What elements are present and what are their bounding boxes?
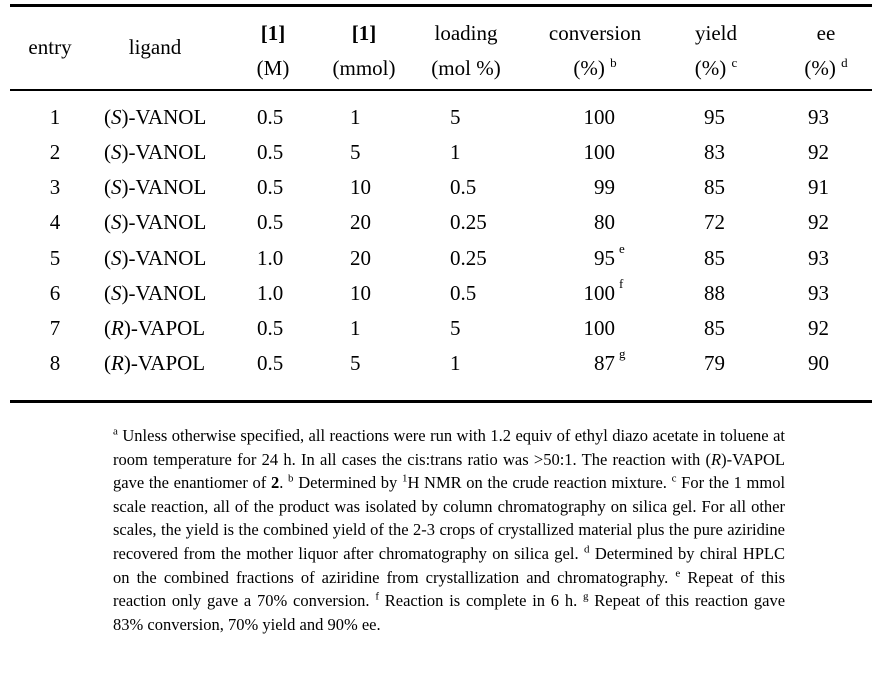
cell-yield: 79	[704, 351, 725, 375]
cell-concentration: 1.0	[257, 246, 284, 270]
header-entry: entry	[28, 35, 72, 59]
cell-conversion: 95 e	[594, 241, 625, 270]
footnote-e: $^e$ Repeat of this reaction only gave a 70% conversion.	[113, 567, 786, 611]
table-row	[0, 346, 881, 386]
cell-concentration: 0.5	[257, 351, 284, 375]
cell-entry: 7	[49, 316, 61, 340]
table-row	[0, 276, 881, 316]
cell-ee: 91	[808, 175, 829, 199]
cell-ligand: (S)-VANOL	[104, 140, 207, 164]
header-yield: yield (%) $^c$	[694, 21, 738, 80]
cell-mmol: 20	[350, 246, 371, 270]
cell-entry: 1	[49, 105, 61, 129]
cell-entry: 2	[49, 140, 61, 164]
cell-ee: 92	[808, 210, 829, 234]
table-row	[0, 210, 881, 245]
cell-mmol: 10	[350, 175, 371, 199]
header-concentration: [1] (M)	[256, 21, 290, 80]
cell-concentration: 0.5	[257, 175, 284, 199]
header-ligand: ligand	[128, 35, 182, 59]
cell-conversion: 99	[594, 175, 615, 199]
cell-entry: 5	[49, 246, 61, 270]
table-row	[0, 105, 881, 140]
cell-ligand: (S)-VANOL	[104, 175, 207, 199]
header-conversion: conversion (%) $^b$	[548, 21, 642, 80]
footnote-c: $^c$ For the 1 mmol scale reaction, all of the product was isolated by column chromatography on silica gel. For all other scales, the yield is the combined yield of the 2-3 crops of crystallized material plus the pure aziridine recovered from the mother liquor after chromatography on silica gel.	[113, 472, 786, 563]
cell-loading: 1	[450, 140, 461, 164]
footnote-g: $^g$ Repeat of this reaction gave 83% conversion, 70% yield and 90% ee.	[113, 590, 786, 634]
cell-mmol: 5	[350, 140, 361, 164]
cell-yield: 85	[704, 316, 725, 340]
cell-concentration: 1.0	[257, 281, 284, 305]
cell-ligand: (R)-VAPOL	[104, 316, 206, 340]
cell-mmol: 20	[350, 210, 371, 234]
cell-conversion: 80	[594, 210, 615, 234]
cell-ligand: (S)-VANOL	[104, 210, 207, 234]
cell-yield: 88	[704, 281, 725, 305]
cell-entry: 8	[49, 351, 61, 375]
table-top-rule	[10, 4, 872, 7]
cell-ee: 93	[808, 246, 829, 270]
cell-loading: 5	[450, 316, 461, 340]
cell-ee: 92	[808, 316, 829, 340]
cell-entry: 6	[49, 281, 61, 305]
cell-concentration: 0.5	[257, 210, 284, 234]
cell-mmol: 5	[350, 351, 361, 375]
cell-entry: 3	[49, 175, 61, 199]
cell-ee: 90	[808, 351, 829, 375]
table-row	[0, 140, 881, 175]
cell-loading: 0.25	[450, 210, 487, 234]
cell-yield: 85	[704, 175, 725, 199]
cell-yield: 83	[704, 140, 725, 164]
cell-conversion: 100	[583, 105, 615, 129]
table-row	[0, 241, 881, 281]
footnote-a: $^a$ Unless otherwise specified, all reactions were run with 1.2 equiv of ethyl diazo acetate in toluene at room temperature for 24 h. In all cases the cis:trans ratio was >50:1. The reaction with (R)-VAPOL gave the enantiomer of 2.	[113, 425, 785, 493]
table-footnotes	[113, 424, 785, 636]
cell-ligand: (S)-VANOL	[104, 246, 207, 270]
cell-loading: 0.5	[450, 281, 477, 305]
cell-ee: 92	[808, 140, 829, 164]
cell-concentration: 0.5	[257, 105, 284, 129]
cell-ee: 93	[808, 281, 829, 305]
cell-mmol: 10	[350, 281, 371, 305]
table-header-rule	[10, 89, 872, 91]
cell-entry: 4	[49, 210, 61, 234]
table-bottom-rule	[10, 400, 872, 403]
cell-concentration: 0.5	[257, 140, 284, 164]
header-mmol: [1] (mmol)	[332, 21, 396, 80]
footnote-f: $^f$ Reaction is complete in 6 h.	[375, 590, 578, 611]
table-row	[0, 316, 881, 351]
cell-conversion: 100 f	[583, 276, 624, 305]
cell-mmol: 1	[350, 105, 361, 129]
cell-loading: 1	[450, 351, 461, 375]
cell-ligand: (R)-VAPOL	[104, 351, 206, 375]
footnote-d: $^d$ Determined by chiral HPLC on the combined fractions of aziridine from crystallization and chromatography.	[113, 543, 786, 587]
cell-ligand: (S)-VANOL	[104, 281, 207, 305]
cell-mmol: 1	[350, 316, 361, 340]
cell-conversion: 100	[583, 140, 615, 164]
cell-concentration: 0.5	[257, 316, 284, 340]
header-ee: ee (%) $^d$	[804, 21, 848, 80]
cell-conversion: 100	[583, 316, 615, 340]
cell-loading: 0.25	[450, 246, 487, 270]
cell-yield: 85	[704, 246, 725, 270]
cell-loading: 0.5	[450, 175, 477, 199]
cell-yield: 72	[704, 210, 725, 234]
footnote-b: $^b$ Determined by $^1$H NMR on the crude reaction mixture.	[288, 472, 667, 493]
cell-ligand: (S)-VANOL	[104, 105, 207, 129]
cell-loading: 5	[450, 105, 461, 129]
cell-ee: 93	[808, 105, 829, 129]
table-row	[0, 175, 881, 210]
cell-yield: 95	[704, 105, 725, 129]
cell-conversion: 87 g	[594, 346, 626, 375]
header-loading: loading (mol %)	[431, 21, 501, 80]
